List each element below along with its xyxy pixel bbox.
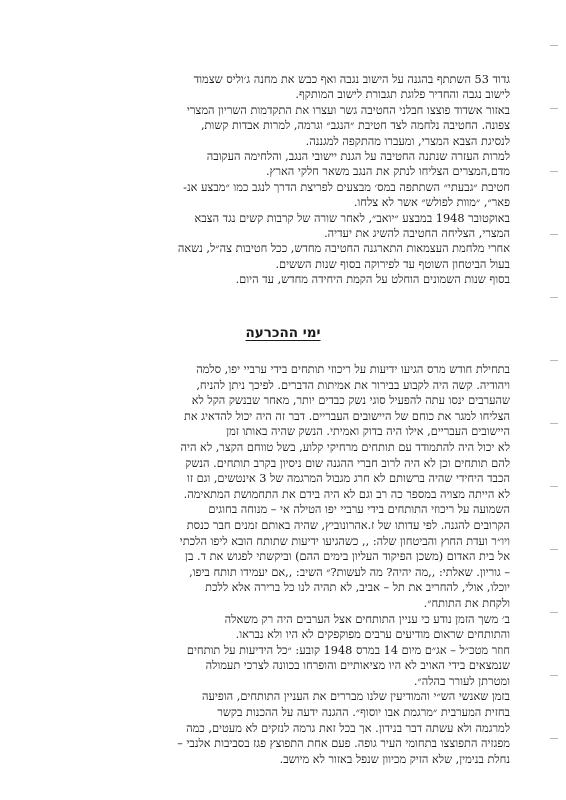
text-line: ויו״ר ועדת החוץ והביטחון שלה: ,, כשהגיעו ידיעות שתותח הובא ליפו הלכתי [179, 534, 510, 548]
text-line: בזמן שאנשי הש״י והמודיעין שלנו מבררים את העניין התותחים, הופיעה [201, 690, 510, 704]
text-line: ולקחת את התותח״. [423, 596, 510, 610]
text-line: פאר״, ״מוות לפולש״ אשר לא צלחו. [353, 196, 510, 210]
text-line: אחרי מלחמת העצמאות התארגנה החטיבה מחדש, ככל חטיבות צה״ל, נשאה [177, 242, 510, 256]
text-line: ב׳ משך הזמן נודע כי עניין התותחים אצל הערבים היה רק משאלה [224, 612, 510, 626]
text-line: אל בית האדום (משכן הפיקוד העליון בימים ההם) וביקשתי לפגוש את ד. בן [185, 550, 510, 564]
text-line: שנמצאים בידי האויב לא היו מציאותיים והופרחו בכוונה לצרכי תעמולה [205, 659, 510, 673]
text-line: מפגזיה התפוצצו בתחומי העיר גופה. פעם אחת התפוצץ פגז בסביבות אלנבי – [177, 737, 510, 751]
text-line: נחלת בנימין, שלא הזיק מכיוון שנפל באזור לא מיושב. [279, 752, 510, 766]
text-line: למרות העזרה שנתנה החטיבה על הגנת יישובי הנגב, והלחימה העקובה [206, 149, 510, 163]
text-line: השמועה על ריכוזי התותחים בידי ערביי יפו הטילה אי – מנוחה בחוגים [208, 503, 510, 517]
text-line: להם תותחים וכן לא היה לרוב חברי ההגנה שום ניסיון בקרב תותחים. הנשק [185, 456, 510, 470]
history-paragraphs [76, 72, 510, 287]
text-line: צפונה. החטיבה נלחמה לצד חטיבת ״הנגב״ וגרמה, למרות אבדות קשות, [200, 119, 510, 133]
text-line: לישוב נגבה והחדיר פלוגת תגבורת לישוב המותקף. [295, 88, 510, 102]
text-line: גדוד 53 השתתף בהגנה על הישוב נגבה ואף כבש את מחנה ג׳וליס שצמוד [193, 73, 510, 86]
text-line: לא יכול היה להתמודד עם תותחים מרחיקי קלוע, בשל טווחם הקצר, לא היה [180, 440, 510, 454]
margin-mark [550, 612, 558, 613]
text-line: מדם,המצרים הצליחו לנתק את הנגב משאר חלקי הארץ. [265, 165, 510, 179]
text-line: בחזית המערבית ״מרגמת אבו יוסוף״. ההגנה ידעה על ההכנות בקשר [217, 706, 510, 720]
section-title-text: ימי ההכרעה [245, 325, 321, 341]
text-line: הצליחו למגר את כוחם של היישובים העבריים. דבר זה היה יכול להדאיג את [184, 409, 510, 423]
text-line: היישובים העבריים, אילו היה בדוק ואמיתי. הנשק שהיה באותו זמן [226, 425, 510, 439]
text-line: ומטרתן לעורר בהלה״. [413, 674, 510, 688]
text-line: בסוף שנות השמונים הוחלט על הקמת היחידה מחדש, עד היום. [235, 273, 510, 287]
scan-margin-marks [546, 0, 558, 800]
margin-mark [550, 675, 558, 676]
margin-mark [550, 738, 558, 739]
margin-mark [550, 171, 558, 172]
text-line: בתחילת חודש מרס הגיעו ידיעות על ריכוזי תותחים בידי ערביי יפו, סלמה [196, 363, 510, 376]
text-line: חטיבת ״גבעתי״ השתתפה במס׳ מבצעים לפריצת הדרך לנגב כמו ״מבצע אנ- [183, 180, 510, 194]
text-line: הקרובים להגנה. לפי עדותו של ז.אהרונוביץ, שהיה באותם זמנים חבר כנסת [186, 518, 510, 532]
margin-mark [550, 234, 558, 235]
text-line: הכבד היחידי שהיה ברשותם לא חרג מגבול המרגמה של 3 אינטשים, וגם זו [186, 472, 510, 486]
margin-mark [550, 423, 558, 424]
text-line: שהערבים ינסו עתה להפעיל סוגי נשק כבדים יותר, מאחר שבנשק הקל לא [191, 394, 510, 408]
text-line: יוכלו, אולי, להחריב את תל – אביב, לא תהיה לנו כל ברירה אלא ללכת [205, 581, 510, 595]
text-line: למרגמה ולא עשתה דבר בנידון. אך בכל זאת גרמה לנזקים לא מעטים, כמה [186, 721, 510, 735]
text-line: – גוריון. שאלתי: ,,מה יהיה? מה לעשות?״ השיב: ,,אם יעמידו תותח ביפו, [189, 565, 510, 579]
text-line: לא הייתה מצויה במספר כה רב וגם לא היה בידם את התחמושת המתאימה. [183, 487, 510, 501]
margin-mark [550, 360, 558, 361]
text-line: לנסיגת הצבא המצרי, ומעברו מהתקפה למגננה. [305, 134, 510, 148]
text-line: בעול הביטחון השוטף עד לפירוקה בסוף שנות הששים. [275, 257, 510, 271]
text-line: המצרי, הצליחה החטיבה להשיג את יעדיה. [324, 226, 510, 240]
text-line: חוזר מטכ״ל – אג״ם מיום 14 במרס 1948 קובע: ״כל הידיעות על תותחים [186, 643, 510, 657]
text-line: ויהודיה. קשה היה לקבוע בבירור את אמיתות הדברים. לפיכך ניתן להניח, [196, 378, 510, 392]
text-line: באזור אשדוד פוצצו חבלני החטיבה גשר ועצרו את התקדמות השריון המצרי [186, 103, 510, 117]
margin-mark [550, 486, 558, 487]
margin-mark [550, 108, 558, 109]
text-line: והתותחים שראום מודיעים ערבים מפוקפקים לא היו ולא נבראו. [235, 628, 510, 642]
margin-mark [550, 45, 558, 46]
text-line: באוקטובר 1948 במבצע ״יואב״, לאחר שורה של קרבות קשים נגד הצבא [194, 211, 510, 225]
margin-mark [550, 549, 558, 550]
section-title [0, 322, 566, 341]
section-body [52, 362, 510, 767]
margin-mark [550, 297, 558, 298]
